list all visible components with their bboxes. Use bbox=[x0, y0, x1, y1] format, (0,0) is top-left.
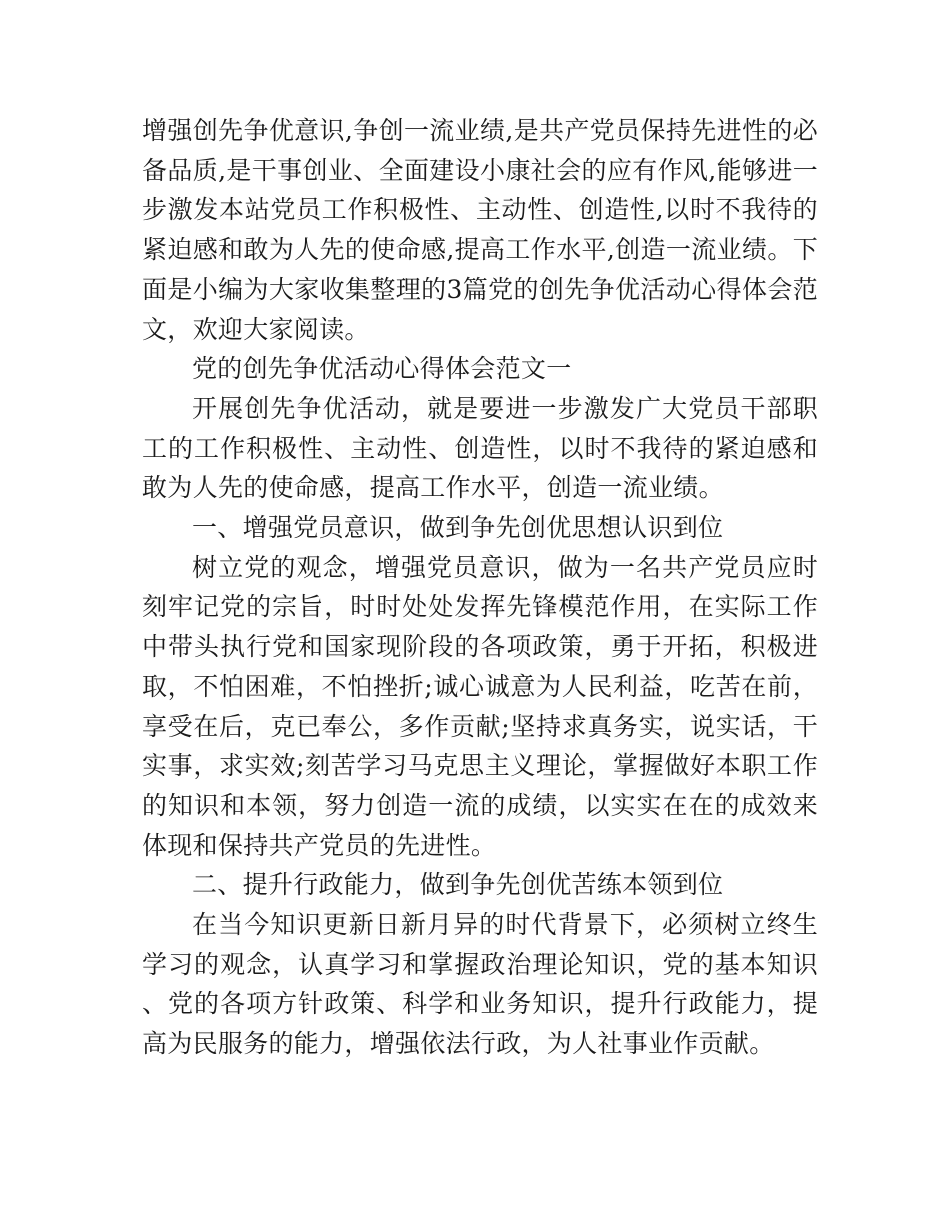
paragraph-1: 开展创先争优活动，就是要进一步激发广大党员干部职工的工作积极性、主动性、创造性，以时不我待的紧迫感和敢为人先的使命感，提高工作水平，创造一流业绩。 bbox=[142, 393, 818, 503]
section-1-body: 树立党的观念，增强党员意识，做为一名共产党员应时刻牢记党的宗旨，时时处处发挥先锋模范作用，在实际工作中带头执行党和国家现阶段的各项政策，勇于开拓，积极进取，不怕困难，不怕挫折;诚心诚意为人民利益，吃苦在前，享受在后，克已奉公，多作贡献;坚持求真务实，说实话，干实事，求实效;刻苦学习马克思主义理论，掌握做好本职工作的知识和本领，努力创造一流的成绩，以实实在在的成效来体现和保持共产党员的先进性。 bbox=[142, 552, 818, 860]
section-2-body: 在当今知识更新日新月异的时代背景下，必须树立终生学习的观念，认真学习和掌握政治理论知识，党的基本知识、党的各项方针政策、科学和业务知识，提升行政能力，提高为民服务的能力，增强依法行政，为人社事业作贡献。 bbox=[142, 910, 818, 1059]
intro-paragraph: 增强创先争优意识,争创一流业绩,是共产党员保持先进性的必备品质,是干事创业、全面建设小康社会的应有作风,能够进一步激发本站党员工作积极性、主动性、创造性,以时不我待的紧迫感和敢为人先的使命感,提高工作水平,创造一流业绩。下面是小编为大家收集整理的3篇党的创先争优活动心得体会范文，欢迎大家阅读。 bbox=[142, 116, 818, 344]
section-2-heading: 二、提升行政能力，做到争先创优苦练本领到位 bbox=[192, 870, 724, 900]
section-1-heading: 一、增强党员意识，做到争先创优思想认识到位 bbox=[192, 513, 724, 543]
article-title: 党的创先争优活动心得体会范文一 bbox=[192, 354, 572, 384]
document-body bbox=[142, 111, 818, 1064]
